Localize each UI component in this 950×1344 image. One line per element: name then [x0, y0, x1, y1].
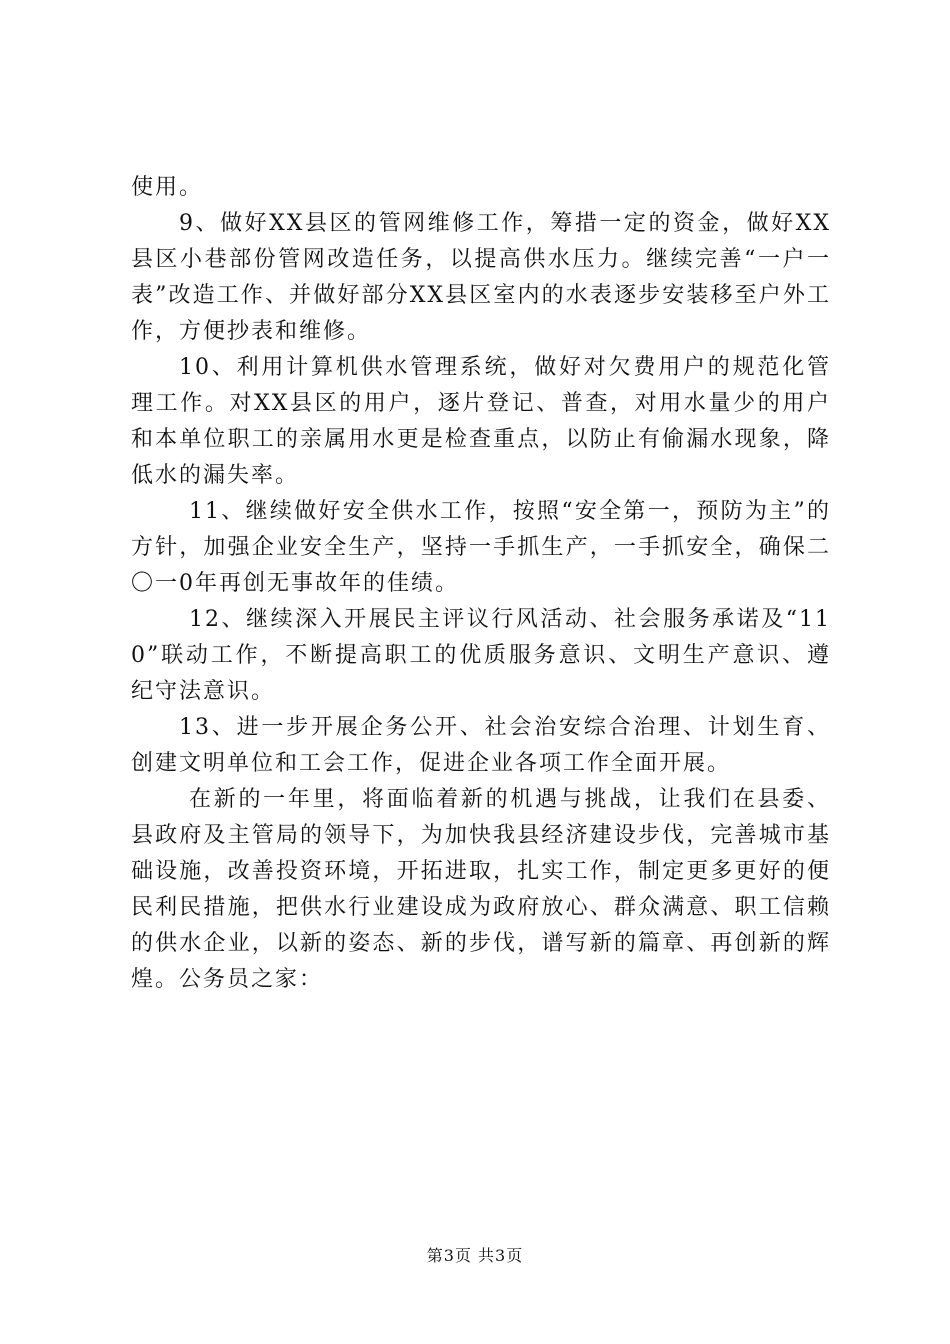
paragraph-continuation: 使用。 [131, 175, 204, 200]
paragraph-item-10: 10、利用计算机供水管理系统，做好对欠费用户的规范化管理工作。对XX县区的用户，逐片登记、普查，对用水量少的用户和本单位职工的亲属用水更是检查重点，以防止有偷漏水现象，降低水的漏失率。 [131, 355, 831, 488]
paragraph-item-12: 12、继续深入开展民主评议行风活动、社会服务承诺及“110”联动工作，不断提高职工的优质服务意识、文明生产意识、遵纪守法意识。 [131, 607, 831, 704]
paragraph-item-13: 13、进一步开展企务公开、社会治安综合治理、计划生育、创建文明单位和工会工作，促进企业各项工作全面开展。 [131, 715, 831, 776]
paragraph-closing: 在新的一年里，将面临着新的机遇与挑战，让我们在县委、县政府及主管局的领导下，为加快我县经济建设步伐，完善城市基础设施，改善投资环境，开拓进取，扎实工作，制定更多更好的便民利民措施，把供水行业建设成为政府放心、群众满意、职工信赖的供水企业，以新的姿态、新的步伐，谱写新的篇章、再创新的辉煌。公务员之家： [131, 787, 831, 992]
paragraph-item-11: 11、继续做好安全供水工作，按照“安全第一，预防为主”的方针，加强企业安全生产，坚持一手抓生产，一手抓安全，确保二〇一0年再创无事故年的佳绩。 [131, 499, 831, 596]
page-number-footer: 第3页 共3页 [426, 1246, 524, 1265]
document-body [131, 170, 831, 998]
paragraph-item-9: 9、做好XX县区的管网维修工作，筹措一定的资金，做好XX县区小巷部份管网改造任务，以提高供水压力。继续完善“一户一表”改造工作、并做好部分XX县区室内的水表逐步安装移至户外工作，方便抄表和维修。 [131, 211, 831, 344]
